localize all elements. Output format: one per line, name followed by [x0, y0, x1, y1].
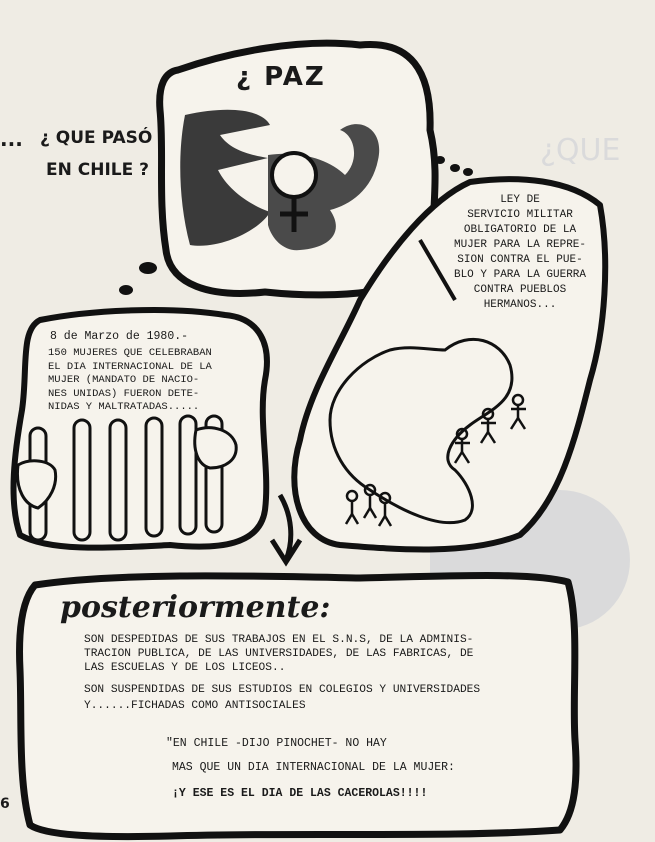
- question-prefix: ...: [0, 127, 23, 151]
- venus-circle: [272, 153, 316, 197]
- law-bubble-text: LEY DE SERVICIO MILITAR OBLIGATORIO DE LA MUJER PARA LA REPRE- SION CONTRA EL PUE- BLO Y PARA LA GUERRA CONTRA PUEBLOS HERMANOS...: [453, 194, 587, 311]
- prison-cloud-outline: [14, 310, 267, 548]
- paz-title: ¿ PAZ: [236, 62, 326, 92]
- posteriormente-heading: posteriormente:: [60, 590, 331, 625]
- quote-line3: ¡Y ESE ES EL DIA DE LAS CACEROLAS!!!!: [172, 787, 428, 800]
- question-line1: ¿ QUE PASÓ: [40, 128, 153, 148]
- march-date: 8 de Marzo de 1980.-: [50, 330, 189, 343]
- page-number: 6: [0, 796, 10, 812]
- quote-line2: MAS QUE UN DIA INTERNACIONAL DE LA MUJER:: [172, 761, 455, 774]
- bottom-para3: Y......FICHADAS COMO ANTISOCIALES: [84, 700, 306, 712]
- question-line2: EN CHILE ?: [46, 160, 150, 180]
- svg-text:¿QUE: ¿QUE: [540, 133, 621, 168]
- bottom-para2: SON SUSPENDIDAS DE SUS ESTUDIOS EN COLEGIOS Y UNIVERSIDADES: [84, 684, 481, 696]
- quote-line1: "EN CHILE -DIJO PINOCHET- NO HAY: [166, 737, 387, 750]
- bottom-para1: SON DESPEDIDAS DE SUS TRABAJOS EN EL S.N.S, DE LA ADMINIS- TRACION PUBLICA, DE LAS UNIVERSIDADES, DE LAS FABRICAS, DE LAS ESCUELAS Y DE LOS LICEOS..: [84, 634, 474, 674]
- march-text: 150 MUJERES QUE CELEBRABAN EL DIA INTERNACIONAL DE LA MUJER (MANDATO DE NACIO- NES UNIDAS) FUERON DETE- NIDAS Y MALTRATADAS.....: [48, 347, 212, 413]
